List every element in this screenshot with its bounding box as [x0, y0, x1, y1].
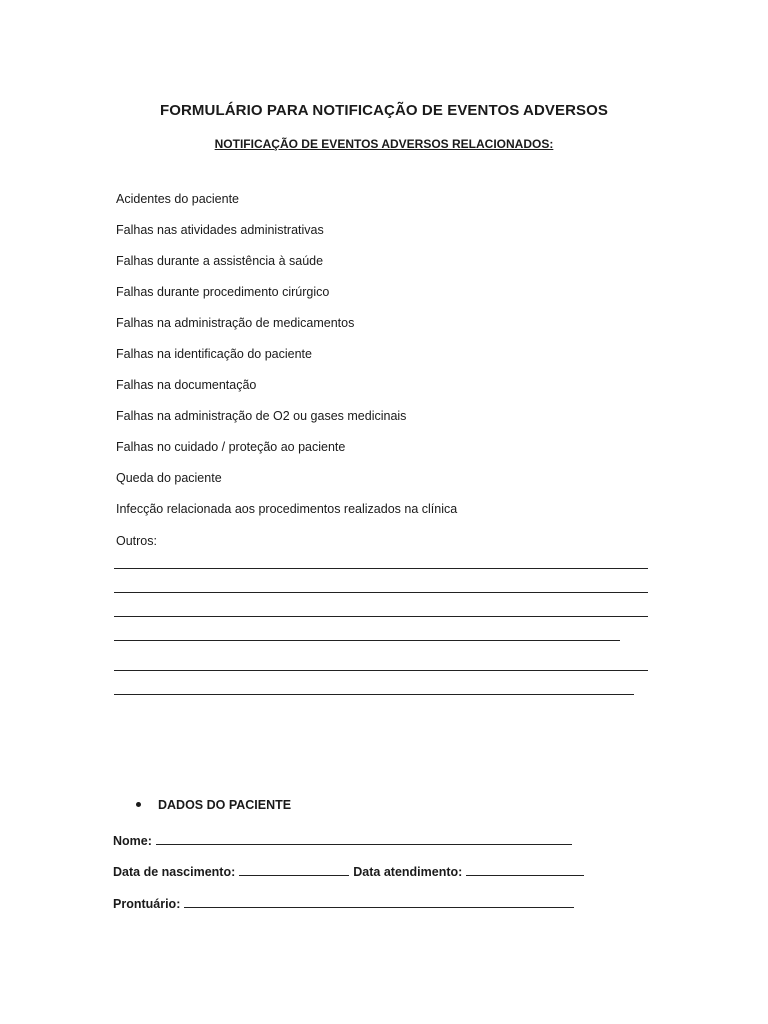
others-line[interactable] — [114, 670, 648, 671]
others-line[interactable] — [114, 640, 620, 641]
others-line[interactable] — [114, 568, 648, 569]
name-field — [113, 834, 576, 848]
page-title: FORMULÁRIO PARA NOTIFICAÇÃO DE EVENTOS ADVERSOS — [159, 102, 609, 119]
bullet-icon — [136, 802, 141, 807]
event-item: Queda do paciente — [116, 471, 222, 485]
birth-date-line[interactable] — [239, 865, 349, 876]
patient-section-heading — [136, 798, 291, 812]
record-field — [113, 897, 578, 911]
birth-date-label: Data de nascimento: — [113, 865, 236, 879]
record-label: Prontuário: — [113, 897, 181, 911]
event-item: Falhas durante a assistência à saúde — [116, 254, 324, 268]
others-line[interactable] — [114, 616, 648, 617]
others-label: Outros: — [116, 534, 157, 548]
others-line[interactable] — [114, 694, 634, 695]
event-item: Falhas na administração de medicamentos — [116, 316, 355, 330]
name-line[interactable] — [156, 834, 572, 845]
others-line[interactable] — [114, 592, 648, 593]
record-line[interactable] — [184, 897, 574, 908]
event-item: Acidentes do paciente — [116, 192, 240, 206]
event-item: Infecção relacionada aos procedimentos realizados na clínica — [116, 502, 458, 516]
visit-date-line[interactable] — [466, 865, 584, 876]
event-item: Falhas na documentação — [116, 378, 257, 392]
event-item: Falhas nas atividades administrativas — [116, 223, 324, 237]
name-label: Nome: — [113, 834, 152, 848]
event-item: Falhas no cuidado / proteção ao paciente — [116, 440, 346, 454]
patient-section-label: DADOS DO PACIENTE — [158, 798, 292, 812]
dates-row — [113, 865, 588, 879]
page-subtitle: NOTIFICAÇÃO DE EVENTOS ADVERSOS RELACIONADOS: — [214, 137, 554, 151]
event-item: Falhas durante procedimento cirúrgico — [116, 285, 330, 299]
event-item: Falhas na administração de O2 ou gases medicinais — [116, 409, 407, 423]
event-item: Falhas na identificação do paciente — [116, 347, 312, 361]
visit-date-label: Data atendimento: — [353, 865, 463, 879]
